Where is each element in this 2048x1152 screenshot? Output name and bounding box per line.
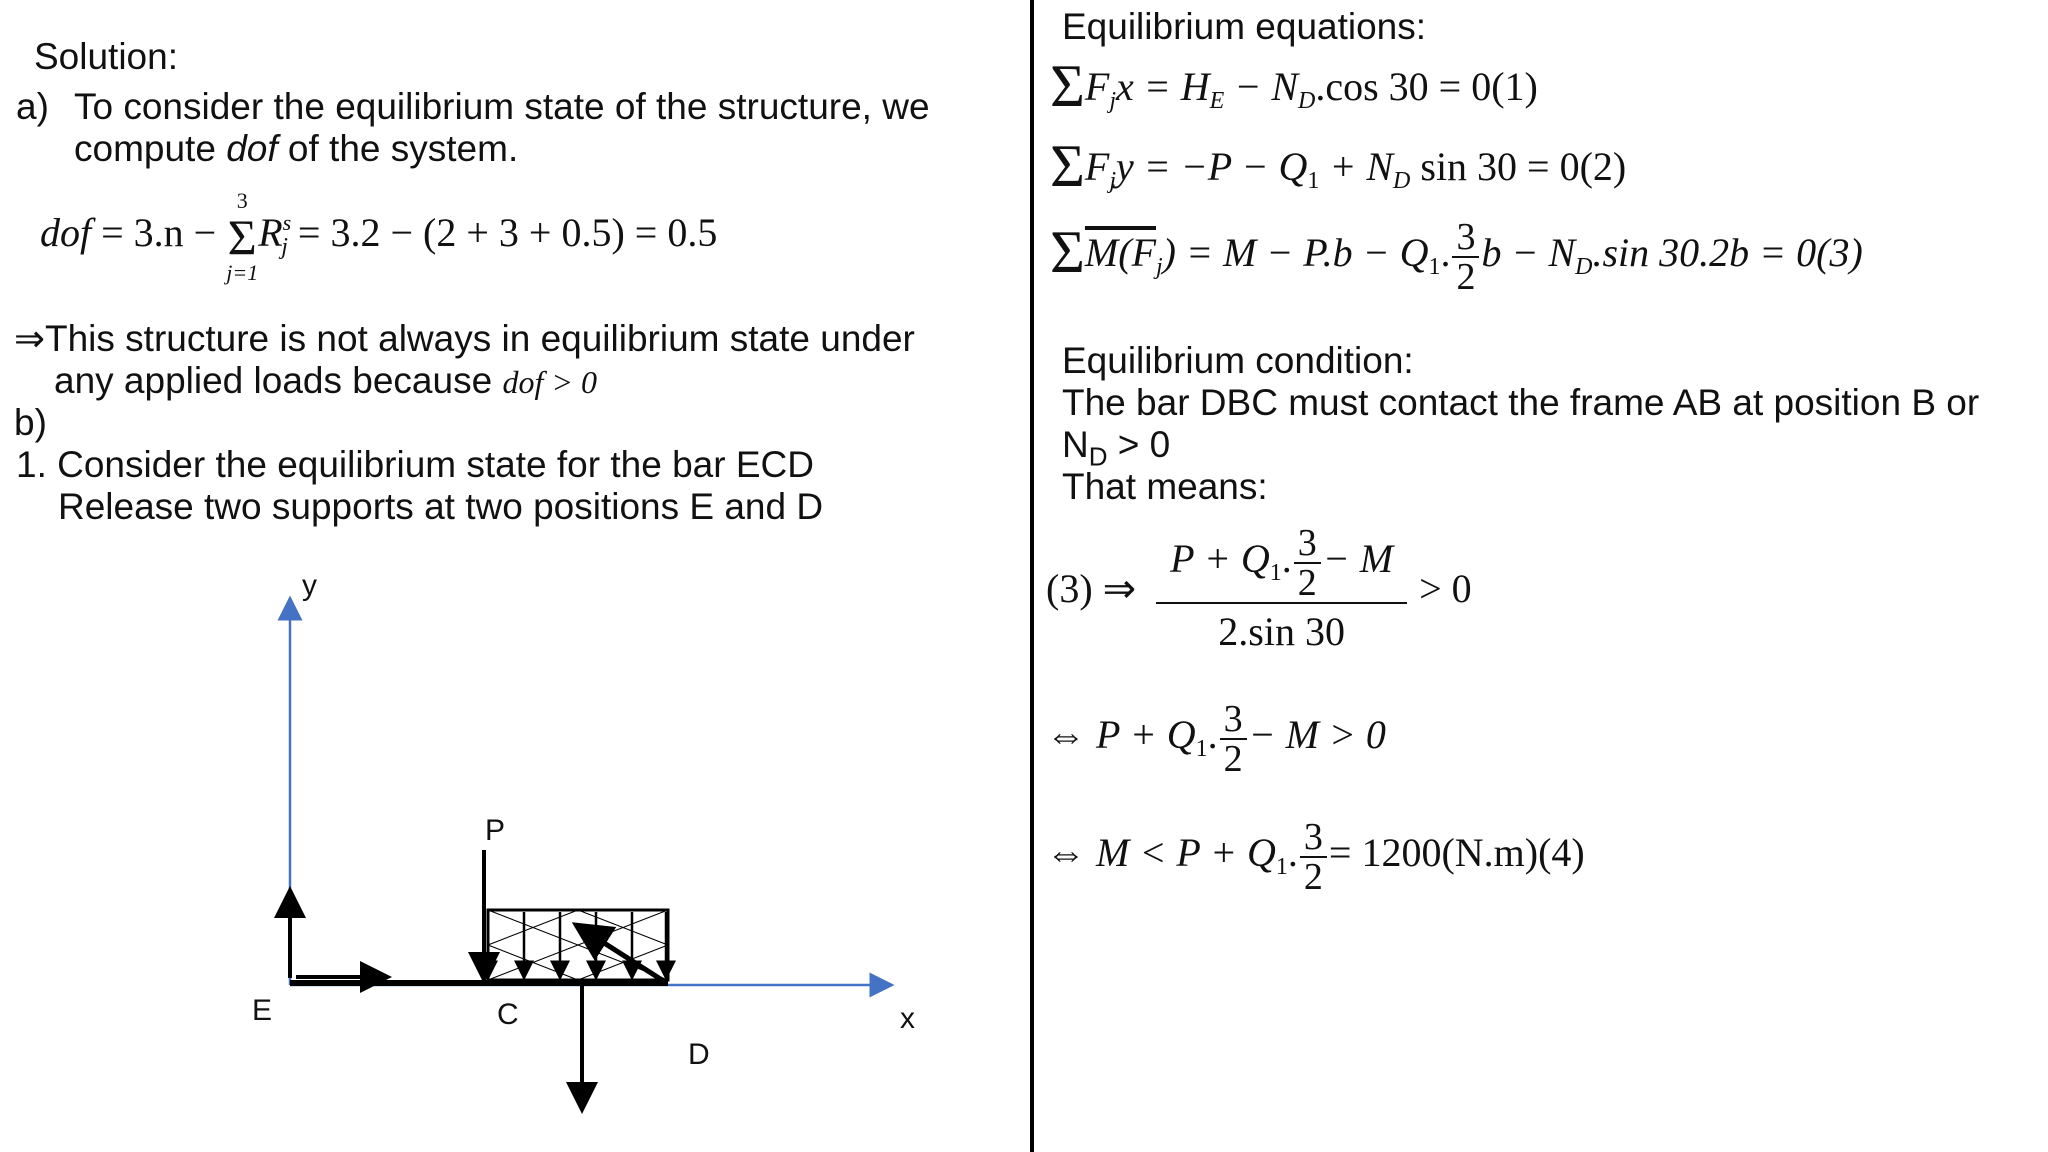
that-means: That means:: [1062, 466, 1268, 507]
condition-header: Equilibrium condition:: [1062, 340, 1414, 381]
equation-2: $\Sigma F_jy = -P - Q_1 + N_D$ sin 30 = 0(2): [1050, 133, 1627, 199]
part-a-line2: compute dof of the system.: [74, 128, 519, 169]
conclusion-line2: any applied loads because dof > 0: [54, 360, 597, 401]
label-y: y: [302, 569, 317, 602]
equation-1: $\Sigma F_jx = H_E - N_D.\cos$ 30 = 0(1): [1050, 53, 1538, 119]
dof-equation: dof = 3.n − 3 Σ j=1 $R^s_j = 3.2 - (2 + 3 + 0.5) = 0.5$: [40, 188, 718, 285]
equation-3: $\Sigma M(F_j) = M - P.b - Q_1$. $\frac{3}{2}$ $b - N_D.\sin$ 30.2b = 0(3): [1050, 216, 1863, 298]
step1-line2: Release two supports at two positions E and D: [58, 486, 824, 527]
part-b-marker: b): [14, 402, 47, 443]
label-d: D: [688, 1038, 710, 1071]
equations-header: Equilibrium equations:: [1062, 6, 1427, 47]
part-a-line1: To consider the equilibrium state of the structure, we: [74, 86, 930, 127]
solution-title: Solution:: [34, 36, 178, 77]
inequality-3: ⇔ $M < P + Q_1$. $\frac{3}{2}$ = 1200(N.m)(4): [1046, 816, 1585, 898]
label-p: P: [485, 814, 506, 847]
condition-nd: $N_D > 0$: [1062, 424, 1171, 472]
column-divider: [1030, 0, 1034, 1152]
label-e: E: [252, 994, 273, 1027]
inequality-2: ⇔ $P + Q_1$. $\frac{3}{2}$ − M > 0: [1046, 698, 1386, 780]
part-a-marker: a): [16, 86, 49, 127]
label-c: C: [497, 998, 519, 1031]
label-x: x: [900, 1002, 915, 1035]
condition-line1: The bar DBC must contact the frame AB at position B or: [1062, 382, 1980, 423]
conclusion-line1: ⇒This structure is not always in equilibrium state under: [14, 318, 915, 359]
step1-line1: 1. Consider the equilibrium state for the bar ECD: [16, 444, 814, 485]
inequality-1: (3) ⇒ $P + Q_1$. $\frac{3}{2}$ − M 2.sin 30 > 0: [1046, 522, 1472, 654]
